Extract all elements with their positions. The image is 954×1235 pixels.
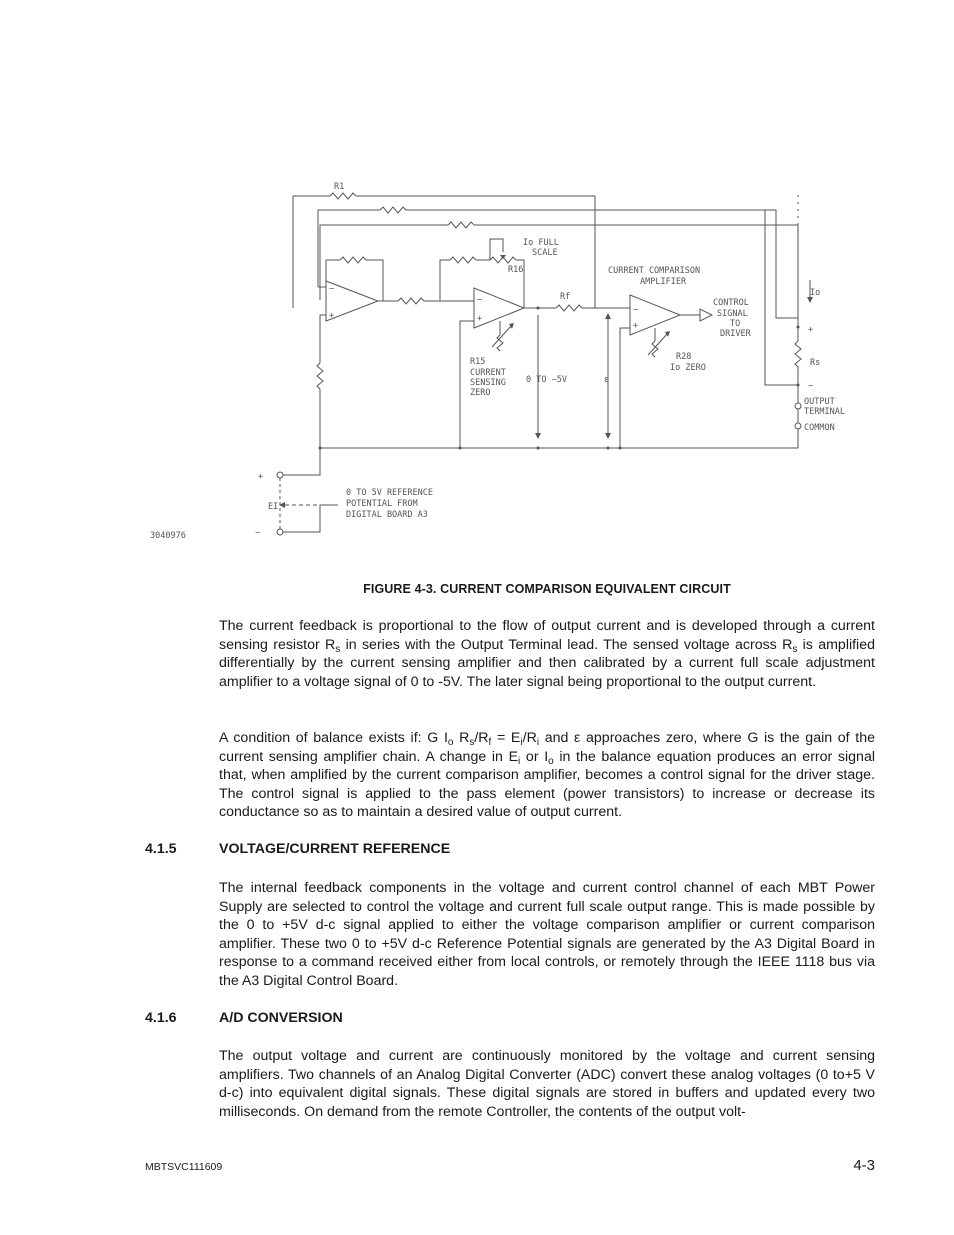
footer-page-number: 4-3 (853, 1157, 875, 1174)
paragraph-balance-condition: A condition of balance exists if: G $I_o$ $R_s/R_f = E_i/R_i$ and ε approaches zero, where G is the gain of the current sensing amplifier chain. A change in $E_i$ or $I_o$ in the balance equation produces an error signal that, when amplified by the current comparison amplifier, becomes a control signal for the driver stage. The control signal is applied to the pass element (power transistors) to increase or decrease its conductance so as to maintain a desired value of output current. (219, 730, 876, 821)
amp2-plus: + (477, 314, 483, 324)
section-number-4-1-5: 4.1.5 (145, 841, 177, 857)
label-control-4: DRIVER (720, 329, 751, 339)
amp2-minus: − (477, 295, 483, 305)
label-r16: R16 (508, 265, 524, 275)
label-control-1: CONTROL (713, 298, 749, 308)
label-common: COMMON (804, 423, 835, 433)
label-ccamp-1: CURRENT COMPARISON (608, 266, 701, 276)
label-rf: Rf (560, 292, 571, 302)
label-io-full-1: Io FULL (523, 238, 559, 248)
paragraph-current-feedback: The current feedback is proportional to the flow of output current and is developed through a current sensing resistor $R_s$ in series with the Output Terminal lead. The sensed voltage across $R_s$ is amplified differentially by the current sensing amplifier and then calibrated by a current full scale adjustment amplifier to a voltage signal of 0 to -5V. The later signal being proportional to the output current. (219, 618, 875, 690)
label-cs-1: CURRENT (470, 368, 506, 378)
figure-caption: FIGURE 4-3. CURRENT COMPARISON EQUIVALENT CIRCUIT (363, 582, 731, 596)
label-r28: R28 (676, 352, 692, 362)
label-ccamp-2: AMPLIFIER (640, 277, 687, 287)
amp3-plus: + (633, 321, 639, 331)
label-epsilon: ε (604, 375, 610, 385)
label-ref-2: POTENTIAL FROM (346, 499, 418, 509)
label-plus-rs: + (808, 325, 814, 335)
label-io-zero: Io ZERO (670, 363, 706, 373)
label-ei-minus: − (255, 528, 261, 538)
section-number-4-1-6: 4.1.6 (145, 1010, 177, 1026)
amp1-plus: + (329, 311, 335, 321)
label-r15: R15 (470, 357, 486, 367)
label-output-1: OUTPUT (804, 397, 835, 407)
label-cs-3: ZERO (470, 388, 491, 398)
label-0-to-minus5v: 0 TO −5V (526, 375, 567, 385)
figure-id: 3040976 (150, 531, 186, 541)
label-io-full-2: SCALE (532, 248, 558, 258)
label-minus-rs: − (808, 381, 814, 391)
section-title-voltage-current-reference: VOLTAGE/CURRENT REFERENCE (219, 841, 451, 857)
label-ei: EI (268, 502, 279, 512)
paragraph-voltage-current-reference: The internal feedback components in the voltage and current control channel of each MBT Power Supply are selected to control the voltage and current full scale output range. This is made possible by the 0 to +5V d-c signal applied to either the voltage comparison amplifier or current comparison amplifier. These two 0 to +5V d-c Reference Potential signals are generated by the A3 Digital Board in response to a command received either from local controls, or remotely through the IEEE 1118 bus via the A3 Digital Control Board. (219, 880, 875, 989)
label-io: Io (810, 288, 821, 298)
label-output-2: TERMINAL (804, 407, 845, 417)
current-comparison-circuit-diagram (140, 175, 900, 550)
label-control-3: TO (730, 319, 741, 329)
amp3-minus: − (633, 305, 639, 315)
label-rs: Rs (810, 358, 821, 368)
paragraph-ad-conversion: The output voltage and current are continuously monitored by the voltage and current sensing amplifiers. Two channels of an Analog Digital Converter (ADC) convert these analog voltages (0 to+5 V d-c) into equivalent digital signals. These digital signals are stored in buffers and updated every two milliseconds. On demand from the remote Controller, the contents of the output volt- (219, 1048, 875, 1120)
label-ref-3: DIGITAL BOARD A3 (346, 510, 428, 520)
label-control-2: SIGNAL (717, 309, 748, 319)
footer-document-id: MBTSVC111609 (145, 1161, 223, 1173)
label-ref-1: 0 TO 5V REFERENCE (346, 488, 433, 498)
section-title-ad-conversion: A/D CONVERSION (219, 1010, 343, 1026)
amp1-minus: − (329, 284, 335, 294)
label-ei-plus: + (258, 472, 264, 482)
label-r1: R1 (334, 182, 345, 192)
label-cs-2: SENSING (470, 378, 506, 388)
